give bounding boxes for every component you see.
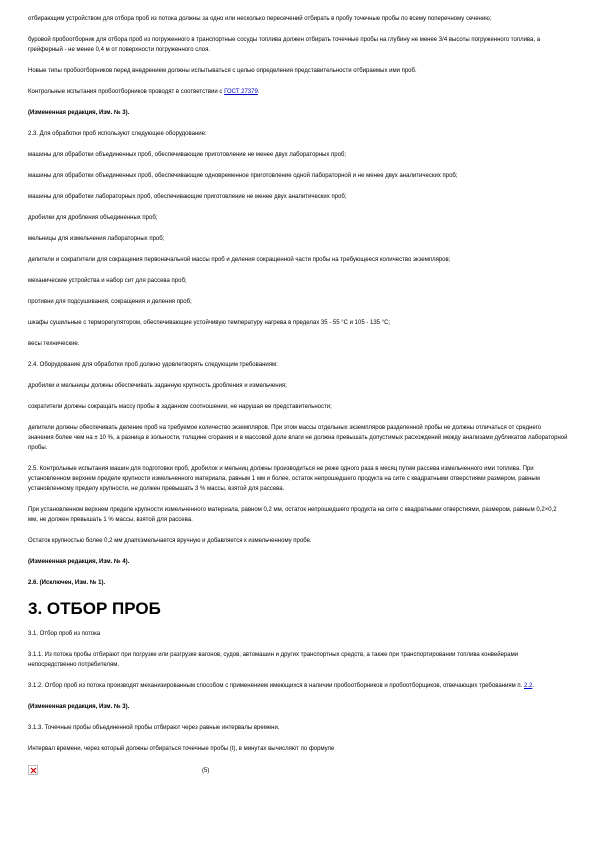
equation-number: (5) [202,768,210,774]
control-text: Контрольные испытания пробоотборников проводят в соответствии с [28,89,225,95]
clause-2-4: 2.4. Оборудование для обработки проб должно удовлетворять следующим требованиям: [28,362,278,368]
paragraph-drill-sampler: буровой пробоотборник для отбора проб из погруженного в транспортные сосуды топлива должен отбирать точечные пробы на глубину не менее 3/4 высоты погруженного топлива, а грейферный - не менее 0,4 м от поверхности погруженного слоя. [28,37,541,53]
formula-row [28,765,568,779]
clause-2-6: 2.6. (Исключен, Изм. № 1). [28,580,106,586]
equipment-item-5: мельницы для измельчения лабораторных проб; [28,236,165,242]
paragraph-control-tests [28,87,568,97]
equipment-item-1: машины для обработки объединенных проб, обеспечивающие приготовление не менее двух лабораторных проб; [28,152,347,158]
document-page [28,14,568,779]
equipment-item-6: делители и сократители для сокращения первоначальной массы проб и деления сокращенной части пробы на требующееся количество экземпляров; [28,257,451,263]
gost-27379-link[interactable]: ГОСТ 27379 [224,89,258,95]
requirement-item-1: дробилки и мельницы должны обеспечивать заданную крупность дробления и измельчения; [28,383,287,389]
equipment-item-2: машины для обработки объединенных проб, обеспечивающие одновременное приготовление одной лабораторной и не менее двух аналитических проб; [28,173,458,179]
clause-3-1-3: 3.1.3. Точечные пробы объединенной пробы отбирают через равные интервалы времени. [28,725,280,731]
clause-3-1-2-text: 3.1.2. Отбор проб из потока производят механизированным способом с применением имеющихся в наличии пробоотборников и пробоотборщиков, отвечающих требованиям п. [28,683,524,689]
clause-2-2-link[interactable]: 2.2 [523,683,533,689]
paragraph-0-2mm: При установленном верхнем пределе крупности измельченного материала, равном 0,2 мм, остаток непрошедшего продукта на сите с квадратными отверстиями, размером, равным 0,2×0,2 мм, не должен превышать 1 % массы, взятой для рассева. [28,507,557,523]
broken-image-icon [28,765,38,775]
requirement-item-2: сократители должны сокращать массу пробы в заданном соотношении, не нарушая ее представительности; [28,404,332,410]
equipment-item-4: дробилки для дробления объединенных проб; [28,215,158,221]
clause-3-1-2-end: . [532,683,534,689]
paragraph-sampler-flow: отбирающим устройством для отбора проб из потока должны за одно или несколько пересечений отбирать в пробу точечные пробы по всему поперечному сечению; [28,16,492,22]
paragraph-interval: Интервал времени, через который должны отбираться точечные пробы (t), в минутах вычисляют по формуле [28,746,335,752]
paragraph-residue: Остаток крупностью более 0,2 мм дnamiзмельчается вручную и добавляется к измельченному пробе. [28,538,312,544]
control-end: . [257,89,260,95]
amendment-note-3: (Измененная редакция, Изм. № 3). [28,704,130,710]
clause-2-3: 2.3. Для обработки проб используют следующее оборудование: [28,131,207,137]
equipment-item-7: механические устройства и набор сит для рассева проб; [28,278,187,284]
equipment-item-3: машины для обработки лабораторных проб, обеспечивающие приготовление не менее двух аналитических проб; [28,194,347,200]
amendment-note-1: (Измененная редакция, Изм. № 3). [28,110,130,116]
amendment-note-2: (Измененная редакция, Изм. № 4). [28,559,130,565]
clause-3-1-2 [28,681,568,691]
equipment-item-8: противни для подсушивания, сокращения и деления проб; [28,299,192,305]
paragraph-new-samplers: Новые типы пробоотборников перед внедрением должны испытываться с целью определения представительности отбираемых ими проб. [28,68,417,74]
clause-2-5: 2.5. Контрольные испытания машин для подготовки проб, дробилок и мельниц должны производиться не реже одного раза в месяц путем рассева измельченного ими топлива. При установленном верхнем пределе крупности измельченного материала, равным 1 мм и более, остаток непрошедшего продукта на сите с квадратными отверстиями размером, равным установленному пределу крупности, не должен превышать 3 % массы, взятой для рассева. [28,466,540,492]
section-title: 3. ОТБОР ПРОБ [28,599,161,618]
equipment-item-9: шкафы сушильные с терморегулятором, обеспечивающие устойчивую температуру нагрева в пределах 35 - 55 °С и 105 - 135 °С; [28,320,391,326]
equipment-item-10: весы технические. [28,341,80,347]
requirement-item-3: делители должны обеспечивать деление проб на требуемое количество экземпляров. При этом массы отдельных экземпляров разделенной пробы не должны отличаться от среднего значения более чем на ± 10 %, а разница в зольности, толщине сгорания и в массовой доле влаги не должна превышать допустимых расхождений между анализами дубликатов лабораторной пробы. [28,425,568,451]
clause-3-1: 3.1. Отбор проб из потока [28,631,101,637]
clause-3-1-1: 3.1.1. Из потока пробы отбирают при погрузке или разгрузке вагонов, судов, автомашин и других транспортных средств, а также при транспортировании топлива конвейерами непосредственно потребителям. [28,652,519,668]
